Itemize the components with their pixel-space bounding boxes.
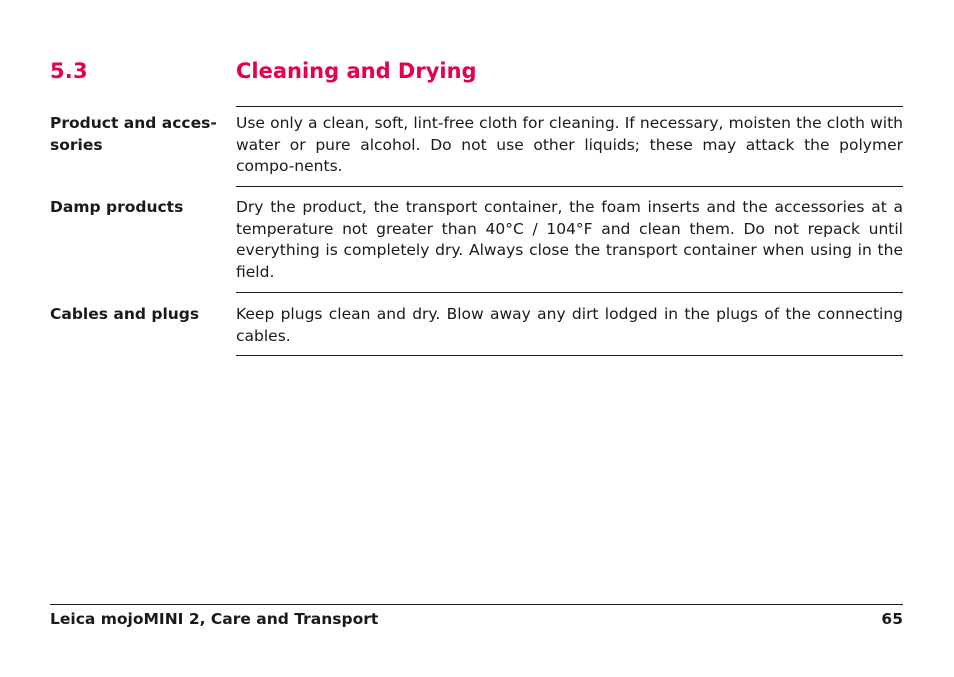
table-rule-1	[236, 186, 903, 187]
table-rule-2	[236, 292, 903, 293]
row-text-product-accessories: Use only a clean, soft, lint-free cloth for cleaning. If necessary, moisten the cloth with water or pure alcohol. Do not use other liquids; these may attack the polymer compo-nents.	[236, 114, 903, 175]
row-text-damp-products: Dry the product, the transport container, the foam inserts and the accessories at a temperature not greater than 40°C / 104°F and clean them. Do not repack until everything is completely dry. Always close the transport container when using in the field.	[236, 198, 903, 281]
row-label-product-accessories: Product and acces- sories	[50, 114, 217, 154]
footer-title: Leica mojoMINI 2, Care and Transport	[50, 610, 379, 628]
row-label-damp-products: Damp products	[50, 198, 184, 216]
table-rule-bottom	[236, 355, 903, 356]
row-text-cables-plugs: Keep plugs clean and dry. Blow away any dirt lodged in the plugs of the connecting cables.	[236, 305, 903, 345]
footer-rule	[50, 604, 903, 605]
table-rule-top	[236, 106, 903, 107]
page-number: 65	[881, 610, 903, 628]
section-number: 5.3	[50, 59, 88, 83]
section-title: Cleaning and Drying	[236, 59, 477, 83]
row-label-cables-plugs: Cables and plugs	[50, 305, 200, 323]
